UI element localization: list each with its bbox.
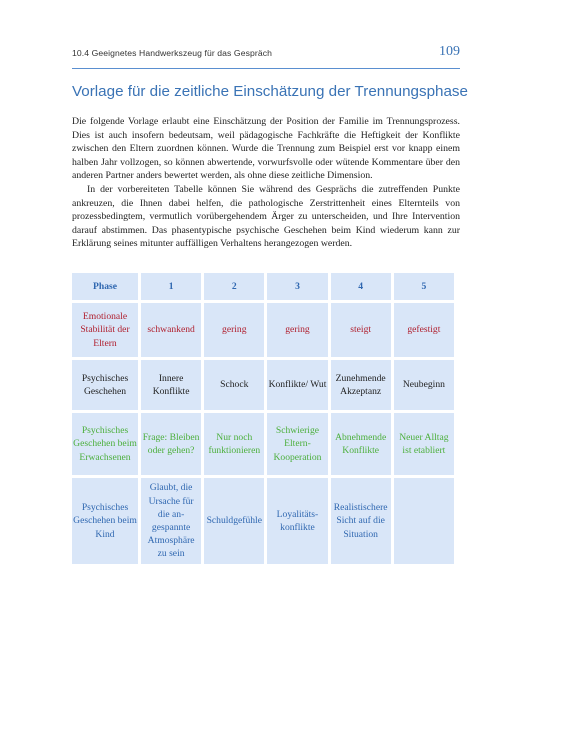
table-cell: Schuldgefühle: [204, 478, 264, 564]
table-cell: gefestigt: [394, 303, 454, 357]
row-label: Emotionale Stabilität der Eltern: [72, 303, 138, 357]
table-row: [72, 360, 454, 410]
table-cell: Realistischere Sicht auf die Situation: [331, 478, 391, 564]
header-cell: 1: [141, 273, 201, 300]
table-cell: steigt: [331, 303, 391, 357]
paragraph: In der vorbereiteten Tabelle können Sie während des Gesprächs die zutreffenden Punkte ankreuzen, die Ihnen dabei helfen, die pathologische Zerstrittenheit eines Elternteils von prozessbedingtem, vermutlich vorübergehendem Ärger zu unterscheiden, und Ihre Intervention darauf abstimmen. Das phasentypische psychische Geschehen beim Kind wiederum kann zur Erklärung seines mitunter auffälligen Verhaltens herangezogen werden.: [72, 183, 460, 250]
row-label: Psychisches Geschehen beim Kind: [72, 478, 138, 564]
header-cell: Phase: [72, 273, 138, 300]
table-cell: [394, 478, 454, 564]
table-cell: Abnehmende Konflikte: [331, 413, 391, 475]
running-header: [72, 44, 460, 64]
table-cell: Konflikte/ Wut: [267, 360, 327, 410]
section-title: Vorlage für die zeitliche Einschätzung der Trennungsphase: [72, 83, 468, 100]
table-row: [72, 478, 454, 564]
table-cell: Frage: Bleiben oder gehen?: [141, 413, 201, 475]
row-label: Psychisches Geschehen beim Erwachsenen: [72, 413, 138, 475]
table-cell: Neuer Alltag ist etabliert: [394, 413, 454, 475]
table-cell: gering: [204, 303, 264, 357]
table-cell: Loyalitätskonflikte: [267, 478, 327, 564]
header-cell: 4: [331, 273, 391, 300]
table-cell: Glaubt, die Ursache für die angespannte Atmosphäre zu sein: [141, 478, 201, 564]
phase-table: [69, 270, 457, 567]
header-cell: 5: [394, 273, 454, 300]
body-text: [72, 115, 460, 251]
header-rule: [72, 68, 460, 69]
table-header-row: [72, 273, 454, 300]
table-row: [72, 413, 454, 475]
running-title: 10.4 Geeignetes Handwerkszeug für das Gespräch: [72, 48, 272, 58]
row-label: Psychisches Geschehen: [72, 360, 138, 410]
table-cell: Zunehmende Akzeptanz: [331, 360, 391, 410]
table-cell: Schock: [204, 360, 264, 410]
table-cell: schwankend: [141, 303, 201, 357]
table-row: [72, 303, 454, 357]
paragraph: Die folgende Vorlage erlaubt eine Einschätzung der Position der Familie im Trennungsprozess. Dies ist auch insofern bedeutsam, weil pädagogische Fachkräfte die Heftigkeit der Konflikte zwischen den Eltern zuordnen können. Wurde die Trennung zum Beispiel erst vor knapp einem halben Jahr vollzogen, so können abwertende, vorwurfsvolle oder wütende Kommentare über den anderen Partner anders bewertet werden, als ohne diese zeitliche Dimension.: [72, 116, 460, 182]
header-cell: 2: [204, 273, 264, 300]
table-cell: Innere Konflikte: [141, 360, 201, 410]
table-cell: Neubeginn: [394, 360, 454, 410]
table-cell: gering: [267, 303, 327, 357]
table-cell: Schwierige Eltern-Kooperation: [267, 413, 327, 475]
table-cell: Nur noch funktionieren: [204, 413, 264, 475]
page-number: 109: [439, 44, 460, 59]
header-cell: 3: [267, 273, 327, 300]
